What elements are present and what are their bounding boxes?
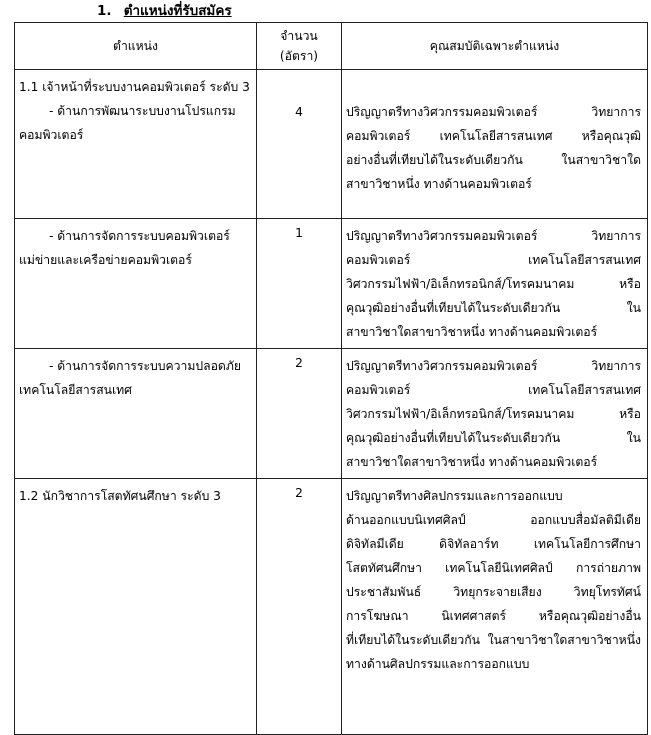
position-subtitle: - ด้านการจัดการระบบความปลอดภัย <box>49 359 242 373</box>
qualification-cell <box>342 479 648 735</box>
qualification-line: ดิจิทัลมีเดีย ดิจิทัลอาร์ท เทคโนโลยีการศึกษา <box>346 537 641 551</box>
qualification-line: อย่างอื่นที่เทียบได้ในระดับเดียวกัน ในสาขาวิชาใด <box>346 153 641 167</box>
positions-table <box>14 22 648 735</box>
qualification-line: ปริญญาตรีทางวิศวกรรมคอมพิวเตอร์ วิทยาการ <box>346 359 641 373</box>
count-cell: 1 <box>257 219 342 349</box>
qualification-line: สาขาวิชาใดสาขาวิชาหนึ่ง ทางด้านคอมพิวเตอร์ <box>346 455 598 469</box>
qualification-line: คุณวุฒิอย่างอื่นที่เทียบได้ในระดับเดียวกัน ใน <box>346 301 641 315</box>
qualification-line: คอมพิวเตอร์ เทคโนโลยีสารสนเทศ <box>346 253 641 267</box>
header-position: ตำแหน่ง <box>15 23 257 70</box>
position-subtitle: - ด้านการพัฒนาระบบงานโปรแกรม <box>49 104 236 118</box>
qualification-line: วิศวกรรมไฟฟ้า/อิเล็กทรอนิกส์/โทรคมนาคม หรือ <box>346 277 641 291</box>
qualification-line: สาขาวิชาหนึ่ง ทางด้านคอมพิวเตอร์ <box>346 177 532 191</box>
header-count-unit: (อัตรา) <box>279 49 319 63</box>
count-cell: 2 <box>257 349 342 479</box>
position-cell <box>15 349 257 479</box>
qualification-line: วิศวกรรมไฟฟ้า/อิเล็กทรอนิกส์/โทรคมนาคม หรือ <box>346 407 641 421</box>
qualification-line: ปริญญาตรีทางวิศวกรรมคอมพิวเตอร์ วิทยาการ <box>346 229 641 243</box>
qualification-line: ทางด้านศิลปกรรมและการออกแบบ <box>346 657 530 671</box>
position-subtitle-cont: เทคโนโลยีสารสนเทศ <box>19 383 132 397</box>
header-count-label: จำนวน <box>280 29 318 43</box>
table-row <box>15 349 648 479</box>
position-subtitle: - ด้านการจัดการระบบคอมพิวเตอร์ <box>49 229 230 243</box>
position-title: 1.2 นักวิชาการโสตทัศนศึกษา ระดับ 3 <box>19 489 221 503</box>
qualification-line: คอมพิวเตอร์ เทคโนโลยีสารสนเทศ <box>346 383 641 397</box>
section-number: 1. <box>97 3 112 19</box>
section-heading <box>97 1 232 21</box>
position-cell <box>15 479 257 735</box>
position-cell <box>15 219 257 349</box>
position-cell <box>15 70 257 219</box>
qualification-line: โสตทัศนศึกษา เทคโนโลยีนิเทศศิลป์ การถ่ายภาพ <box>346 561 641 575</box>
header-qualification: คุณสมบัติเฉพาะตำแหน่ง <box>342 23 648 70</box>
table-row <box>15 219 648 349</box>
header-count <box>257 23 342 70</box>
qualification-line: สาขาวิชาใดสาขาวิชาหนึ่ง ทางด้านคอมพิวเตอร์ <box>346 325 598 339</box>
count-cell: 4 <box>257 70 342 219</box>
qualification-cell <box>342 219 648 349</box>
count-cell: 2 <box>257 479 342 735</box>
section-title: ตำแหน่งที่รับสมัคร <box>123 3 232 19</box>
qualification-line: การโฆษณา นิเทศศาสตร์ หรือคุณวุฒิอย่างอื่น <box>346 609 641 623</box>
position-subtitle-cont: คอมพิวเตอร์ <box>19 128 84 142</box>
position-title: 1.1 เจ้าหน้าที่ระบบงานคอมพิวเตอร์ ระดับ 3 <box>19 80 250 94</box>
qualification-cell <box>342 70 648 219</box>
qualification-line: ที่เทียบได้ในระดับเดียวกัน ในสาขาวิชาใดสาขาวิชาหนึ่ง <box>346 633 641 647</box>
qualification-line: ปริญญาตรีทางวิศวกรรมคอมพิวเตอร์ วิทยาการ <box>346 105 641 119</box>
qualification-line: คุณวุฒิอย่างอื่นที่เทียบได้ในระดับเดียวกัน ใน <box>346 431 641 445</box>
position-subtitle-cont: แม่ข่ายและเครือข่ายคอมพิวเตอร์ <box>19 253 192 267</box>
table-header-row <box>15 23 648 70</box>
table-row <box>15 70 648 219</box>
qualification-line: ประชาสัมพันธ์ วิทยุกระจายเสียง วิทยุโทรทัศน์ <box>346 585 641 599</box>
qualification-line: ปริญญาตรีทางศิลปกรรมและการออกแบบ <box>346 489 563 503</box>
table-row <box>15 479 648 735</box>
qualification-line: คอมพิวเตอร์ เทคโนโลยีสารสนเทศ หรือคุณวุฒิ <box>346 129 641 143</box>
qualification-cell <box>342 349 648 479</box>
qualification-line: ด้านออกแบบนิเทศศิลป์ ออกแบบสื่อมัลติมีเดีย <box>346 513 641 527</box>
